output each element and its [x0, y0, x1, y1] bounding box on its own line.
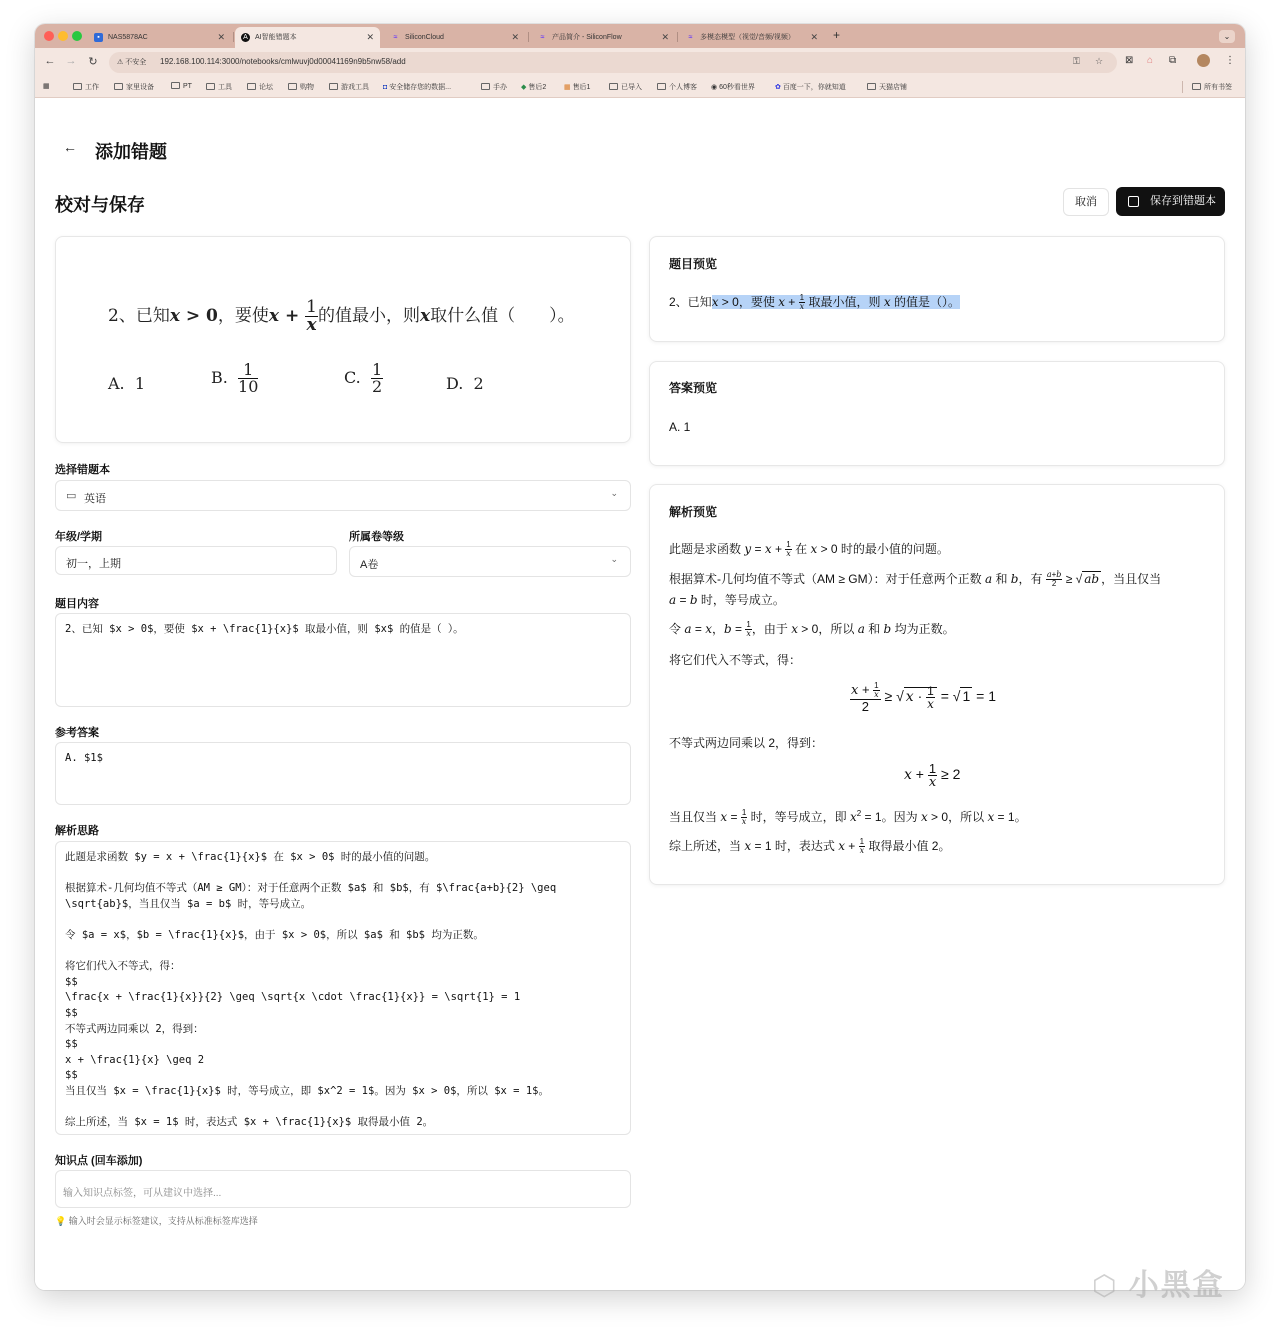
book-icon: ▭ [66, 490, 77, 502]
notebook-label: 选择错题本 [55, 464, 110, 476]
tab-nas[interactable]: ▪ NAS5878AC ✕ [88, 27, 231, 48]
extension-icon[interactable]: ⊠ [1125, 55, 1134, 66]
analysis-line: 不等式两边同乘以 2，得到： [669, 736, 824, 750]
bookmark-folder[interactable]: 工具 [206, 82, 232, 92]
analysis-line: 将它们代入不等式，得： [669, 653, 802, 667]
back-icon[interactable]: ← [44, 55, 56, 67]
bookmark-link[interactable]: ◉ 60秒看世界 [711, 84, 755, 91]
bookmark-folder[interactable]: 手办 [481, 82, 507, 92]
grade-input[interactable]: 初一，上期 [55, 546, 337, 575]
folder-icon [247, 83, 256, 90]
notebook-select[interactable]: ▭ 英语 ⌄ [55, 480, 631, 511]
bookmark-link[interactable]: ✿ 百度一下，你就知道 [775, 84, 846, 91]
tags-input[interactable]: 输入知识点标签，可从建议中选择... [55, 1170, 631, 1208]
folder-icon [329, 83, 338, 90]
close-tab-icon[interactable]: ✕ [366, 32, 374, 42]
nas-icon: ▪ [94, 33, 103, 42]
tab-search-button[interactable]: ⌄ [1219, 30, 1235, 43]
siliconflow-icon: ≈ [688, 34, 693, 41]
lightbulb-icon: 💡 [55, 1216, 67, 1226]
analysis-line: 综上所述，当 x = 1 时，表达式 x + $\frac{1}{x}$ 取得最小值 2。 [669, 837, 951, 856]
insecure-badge[interactable]: ⚠ 不安全 [117, 59, 147, 66]
address-bar[interactable] [109, 52, 1117, 73]
folder-icon [481, 83, 490, 90]
analysis-textarea[interactable]: 此题是求函数 $y = x + \frac{1}{x}$ 在 $x > 0$ 时的最小值的问题。 根据算术-几何均值不等式（AM ≥ GM）：对于任意两个正数 $a$ 和 $b$，有 $\frac{a+b}{2} \geq \sqrt{ab}$，当且仅当 $a = b$ 时，等号成立。 令 $a = x$，$b = \frac{1}{x}$，由于 $x > 0$，所以 $a$ 和 $b$ 均为正数。 将它们代入不等式，得： $$ \frac{x + \frac{1}{x}}{2} \geq \sqrt{x \cdot \frac{1}{x}} = \sqrt{1} = 1 $$ 不等式两边同乘以 2，得到： $$ x + \frac{1}{x} \geq 2 $$ 当且仅当 $x = \frac{1}{x}$ 时，等号成立，即 $x^2 = 1$。因为 $x > 0$，所以 $x = 1$。 综上所述，当 $x = 1$ 时，表达式 $x + \frac{1}{x}$ 取得最小值 2。 [55, 841, 631, 1135]
siliconflow-icon: ≈ [393, 34, 398, 41]
answer-label: 参考答案 [55, 727, 99, 739]
avatar[interactable] [1197, 54, 1210, 67]
question-image-line: 2、已知x > 0，要使x + $\frac{1}{x}$ 的值最小，则x取什么值（ ）。 [108, 297, 575, 335]
option-b: B. $\frac{1}{10}$ [211, 360, 259, 396]
level-label: 所属卷等级 [349, 531, 404, 543]
bookmark-link[interactable]: ◘ 安全储存您的数据... [383, 84, 452, 91]
shield-icon: ◘ [383, 84, 390, 91]
extension-icon[interactable]: ⌂ [1147, 55, 1154, 66]
folder-icon [206, 83, 215, 90]
question-preview-text: 2、已知x > 0，要使 x + $\frac{1}{x}$ 取最小值，则 x 的值是（）。 [669, 293, 960, 312]
answer-preview-text: A. 1 [669, 420, 691, 434]
baidu-icon: ✿ [775, 84, 783, 91]
bookmark-folder[interactable]: 游戏工具 [329, 82, 369, 92]
bookmark-link[interactable]: ▦ 售后1 [564, 84, 591, 91]
folder-icon [609, 83, 618, 90]
url-text[interactable]: 192.168.100.114:3000/notebooks/cmlwuvj0d00041169n9b5nw58/add [160, 57, 406, 66]
tab-siliconcloud[interactable]: ≈ SiliconCloud ✕ [385, 27, 525, 48]
apps-grid-icon[interactable]: ▦ [43, 83, 50, 90]
bookmark-folder[interactable]: 已导入 [609, 82, 642, 92]
page [35, 99, 1245, 1290]
folder-icon [114, 83, 123, 90]
bookmarks-bar [35, 76, 1245, 98]
answer-preview-title: 答案预览 [669, 381, 718, 395]
menu-icon[interactable]: ⋮ [1225, 55, 1235, 66]
analysis-line: 当且仅当 x = $\frac{1}{x}$ 时，等号成立，即 $x^2 = 1$。因为 x > 0，所以 x = 1。 [669, 808, 1027, 827]
analysis-preview [649, 484, 1225, 885]
content-label: 题目内容 [55, 598, 99, 610]
option-a: A. 1 [108, 374, 145, 393]
close-tab-icon[interactable]: ✕ [661, 32, 669, 42]
bookmark-folder[interactable]: 购物 [288, 82, 314, 92]
maximize-window-button[interactable] [72, 31, 82, 41]
watermark: ⬡ 小黑盒 [1092, 1269, 1225, 1302]
forward-icon[interactable]: → [65, 55, 77, 67]
grade-label: 年级/学期 [55, 531, 103, 543]
question-preview-title: 题目预览 [669, 257, 718, 271]
bookmark-folder[interactable]: 家里设备 [114, 82, 154, 92]
tab-strip [35, 24, 1245, 48]
chevron-down-icon: ⌄ [610, 488, 618, 498]
page-title: 添加错题 [95, 142, 167, 162]
answer-preview [649, 361, 1225, 466]
site-icon: ◆ [521, 84, 529, 91]
question-preview [649, 236, 1225, 342]
tags-hint: 💡 输入时会显示标签建议，支持从标准标签库选择 [55, 1216, 258, 1226]
back-arrow-icon[interactable]: ← [63, 139, 77, 155]
folder-icon [867, 83, 876, 90]
close-tab-icon[interactable]: ✕ [511, 32, 519, 42]
siliconflow-icon: ≈ [540, 34, 545, 41]
folder-icon [73, 83, 82, 90]
bookmark-folder[interactable]: 论坛 [247, 82, 273, 92]
tab-multimodal[interactable]: ≈ 多模态模型（视觉/音频/视频） ✕ [680, 27, 824, 48]
bookmark-star-icon[interactable]: ☆ [1095, 56, 1104, 66]
new-tab-button[interactable]: + [833, 28, 841, 42]
bookmark-folder[interactable]: 工作 [73, 82, 99, 92]
tab-siliconflow-intro[interactable]: ≈ 产品简介 - SiliconFlow ✕ [532, 27, 675, 48]
level-select[interactable]: A卷 ⌄ [349, 546, 631, 577]
content-textarea[interactable]: 2、已知 $x > 0$，要使 $x + \frac{1}{x}$ 取最小值，则 $x$ 的值是（ ）。 [55, 613, 631, 707]
watermark-logo-icon: ⬡ [1092, 1270, 1119, 1301]
bookmark-folder[interactable]: 天猫店铺 [867, 82, 907, 92]
tags-label: 知识点 (回车添加) [55, 1155, 143, 1167]
section-title: 校对与保存 [55, 195, 145, 215]
reload-icon[interactable]: ↻ [88, 56, 98, 68]
analysis-line: 根据算术-几何均值不等式（AM ≥ GM）：对于任意两个正数 a 和 b，有 $\frac{a+b}{2}$ ≥ √ ab ，当且仅当 [669, 570, 1162, 589]
analysis-label: 解析思路 [55, 825, 99, 837]
all-bookmarks[interactable]: 所有书签 [1192, 82, 1232, 92]
close-window-button[interactable] [44, 31, 54, 41]
analysis-display-math: x + $\frac{1}{x}$ 2 ≥ √ x · $\frac{1}{x}$ = √ 1 = 1 [851, 681, 997, 714]
analysis-line: a = b 时，等号成立。 [669, 593, 785, 607]
puzzle-icon[interactable]: ⧉ [1169, 55, 1177, 66]
folder-icon [288, 83, 297, 90]
option-d: D. 2 [446, 374, 484, 393]
bookmark-folder[interactable]: PT [171, 82, 192, 90]
windows-icon: ▦ [564, 84, 573, 91]
close-tab-icon[interactable]: ✕ [217, 32, 225, 42]
save-icon [1128, 196, 1139, 207]
folder-icon [657, 83, 666, 90]
analysis-line: 此题是求函数 y = x + $\frac{1}{x}$ 在 x > 0 时的最小值的问题。 [669, 540, 949, 559]
app-icon: A [241, 33, 250, 42]
answer-textarea[interactable]: A. $1$ [55, 742, 631, 805]
option-c: C. $\frac{1}{2}$ [344, 360, 383, 396]
analysis-line: 令 a = x，b = $\frac{1}{x}$ ，由于 x > 0，所以 a 和 b 均为正数。 [669, 620, 955, 639]
save-button[interactable]: 保存到错题本 [1116, 187, 1225, 216]
toolbar [35, 48, 1245, 76]
tab-ai-notebook[interactable]: A AI智能错题本 ✕ [235, 27, 380, 48]
folder-icon [1192, 83, 1201, 90]
browser-window [35, 24, 1245, 1290]
close-tab-icon[interactable]: ✕ [810, 32, 818, 42]
warning-icon: ⚠ [117, 59, 124, 66]
minimize-window-button[interactable] [58, 31, 68, 41]
question-image [55, 236, 631, 443]
folder-icon [171, 82, 180, 89]
bookmark-folder[interactable]: 个人博客 [657, 82, 697, 92]
analysis-preview-title: 解析预览 [669, 505, 718, 519]
cancel-button[interactable]: 取消 [1063, 188, 1109, 216]
analysis-display-math: x + $\frac{1}{x}$ ≥ 2 [904, 761, 961, 790]
key-icon[interactable]: ⚿ [1073, 56, 1080, 66]
bookmark-link[interactable]: ◆ 售后2 [521, 84, 547, 91]
chevron-down-icon: ⌄ [610, 554, 618, 564]
site-icon: ◉ [711, 84, 720, 91]
